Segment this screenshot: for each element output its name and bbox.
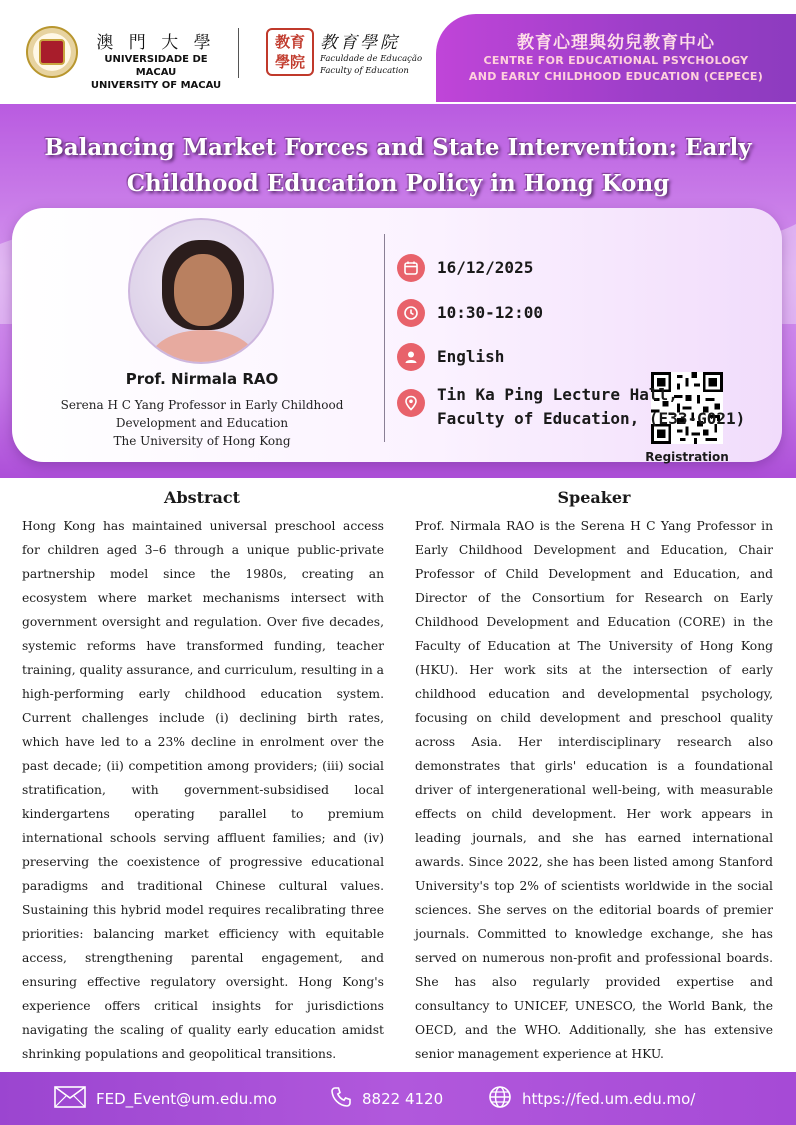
abstract-heading: Abstract: [164, 488, 240, 507]
university-name-portuguese: UNIVERSIDADE DE MACAU: [104, 54, 208, 78]
university-name-chinese: 澳 門 大 學: [96, 33, 216, 53]
footer-website-text: https://fed.um.edu.mo/: [522, 1089, 696, 1108]
event-venue: [437, 383, 745, 431]
faculty-name-portuguese: Faculdade de Educação: [320, 54, 423, 64]
event-language: English: [437, 347, 505, 366]
globe-icon: [488, 1085, 512, 1113]
speaker-affiliation-line2: Development and Education: [115, 416, 289, 430]
event-title: Balancing Market Forces and State Intervention: Early Childhood Education Policy in Hong Kong: [44, 134, 752, 197]
faculty-seal-logo: 教育 學院: [266, 28, 314, 76]
centre-name-chinese: 教育心理與幼兒教育中心: [517, 33, 715, 53]
clock-icon: [397, 299, 425, 327]
portrait-body: [150, 330, 256, 364]
logo-divider: [238, 28, 239, 78]
person-icon: [397, 343, 425, 371]
speaker-bio-body: Prof. Nirmala RAO is the Serena H C Yang Professor in Early Childhood Development and Education, Chair Professor of Child Development and Education, and Director of the Consortium for Research on Early Childhood Development and Education (CORE) in the Faculty of Education at The University of Hong Kong (HKU). Her work sits at the intersection of early childhood education and developmental psychology, focusing on child development and preschool quality across Asia. Her interdisciplinary research also demonstrates that girls' education is a foundational driver of intergenerational well-being, with measurable effects on child development. Her work appears in leading journals, and she has earned international awards. Since 2022, she has been listed among Stanford University's top 2% of scientists worldwide in the social sciences. She serves on the editorial boards of premier journals. Committed to knowledge exchange, she has served on numerous non-profit and professional boards. She has also regularly provided expertise and consultancy to UNICEF, UNESCO, the World Bank, the OECD, and the WHO. Additionally, she has extensive senior management experience at HKU.: [415, 519, 773, 1061]
abstract-body: Hong Kong has maintained universal preschool access for children aged 3–6 through a unique public-private partnership model since the 1980s, creating an ecosystem where market mechanisms intersect with government oversight and regulation. Over five decades, systemic reforms have transformed funding, teacher training, quality assurance, and curriculum, resulting in a high-performing early childhood education system. Current challenges include (i) declining birth rates, which have led to a 23% decline in enrolment over the past decade; (ii) competition among providers; (iii) social stratification, with government-subsidised local kindergartens operating parallel to premium international schools serving affluent families; and (iv) preserving the coexistence of progressive educational paradigms and traditional Chinese cultural values. Sustaining this hybrid model requires recalibrating three priorities: balancing market efficiency with equitable access, strengthening parental engagement, and ensuring effective regulatory oversight. Hong Kong's experience offers critical insights for jurisdictions navigating the scaling of quality early education amidst shrinking populations and geopolitical transitions.: [22, 519, 384, 1061]
speaker-portrait: [128, 218, 274, 364]
speaker-affiliation-line1: Serena H C Yang Professor in Early Childhood: [60, 398, 344, 412]
phone-icon: [330, 1086, 352, 1112]
footer-phone-text: 8822 4120: [362, 1089, 444, 1108]
event-time: 10:30-12:00: [437, 303, 543, 322]
faculty-name-english: Faculty of Education: [320, 66, 409, 76]
centre-name-english-line1: CENTRE FOR EDUCATIONAL PSYCHOLOGY: [483, 54, 749, 67]
logo-bar: [0, 0, 796, 104]
event-venue-line1: Tin Ka Ping Lecture Hall,: [437, 385, 678, 404]
centre-name-english-line2: AND EARLY CHILDHOOD EDUCATION (CEPECE): [468, 70, 764, 83]
centre-banner: [436, 14, 796, 102]
event-venue-line2: Faculty of Education, (E33-G021): [437, 409, 746, 428]
portrait-face: [174, 254, 232, 326]
location-pin-icon: [397, 389, 425, 417]
faculty-name: [320, 28, 430, 77]
faculty-name-chinese: 教育學院: [320, 33, 400, 53]
university-name: [86, 28, 226, 92]
speaker-heading: Speaker: [557, 488, 631, 507]
event-date-row: [397, 254, 533, 282]
event-language-row: [397, 343, 504, 371]
university-crest: [39, 39, 65, 65]
footer-website[interactable]: [488, 1072, 695, 1125]
calendar-icon: [397, 254, 425, 282]
university-seal-logo: [26, 26, 78, 78]
footer-email-text: FED_Event@um.edu.mo: [96, 1089, 277, 1108]
registration-label: Registration: [645, 450, 729, 464]
event-date: 16/12/2025: [437, 258, 534, 277]
speaker-affiliation: [52, 396, 352, 450]
university-name-english: UNIVERSITY OF MACAU: [90, 80, 222, 91]
event-time-row: [397, 299, 543, 327]
speaker-name: Prof. Nirmala RAO: [125, 370, 279, 388]
envelope-icon: [54, 1086, 86, 1112]
footer-phone[interactable]: [330, 1072, 443, 1125]
contact-footer: [0, 1072, 796, 1125]
footer-email[interactable]: [54, 1072, 277, 1125]
card-divider: [384, 234, 385, 442]
speaker-affiliation-line3: The University of Hong Kong: [113, 434, 291, 448]
event-venue-row: [397, 383, 745, 431]
